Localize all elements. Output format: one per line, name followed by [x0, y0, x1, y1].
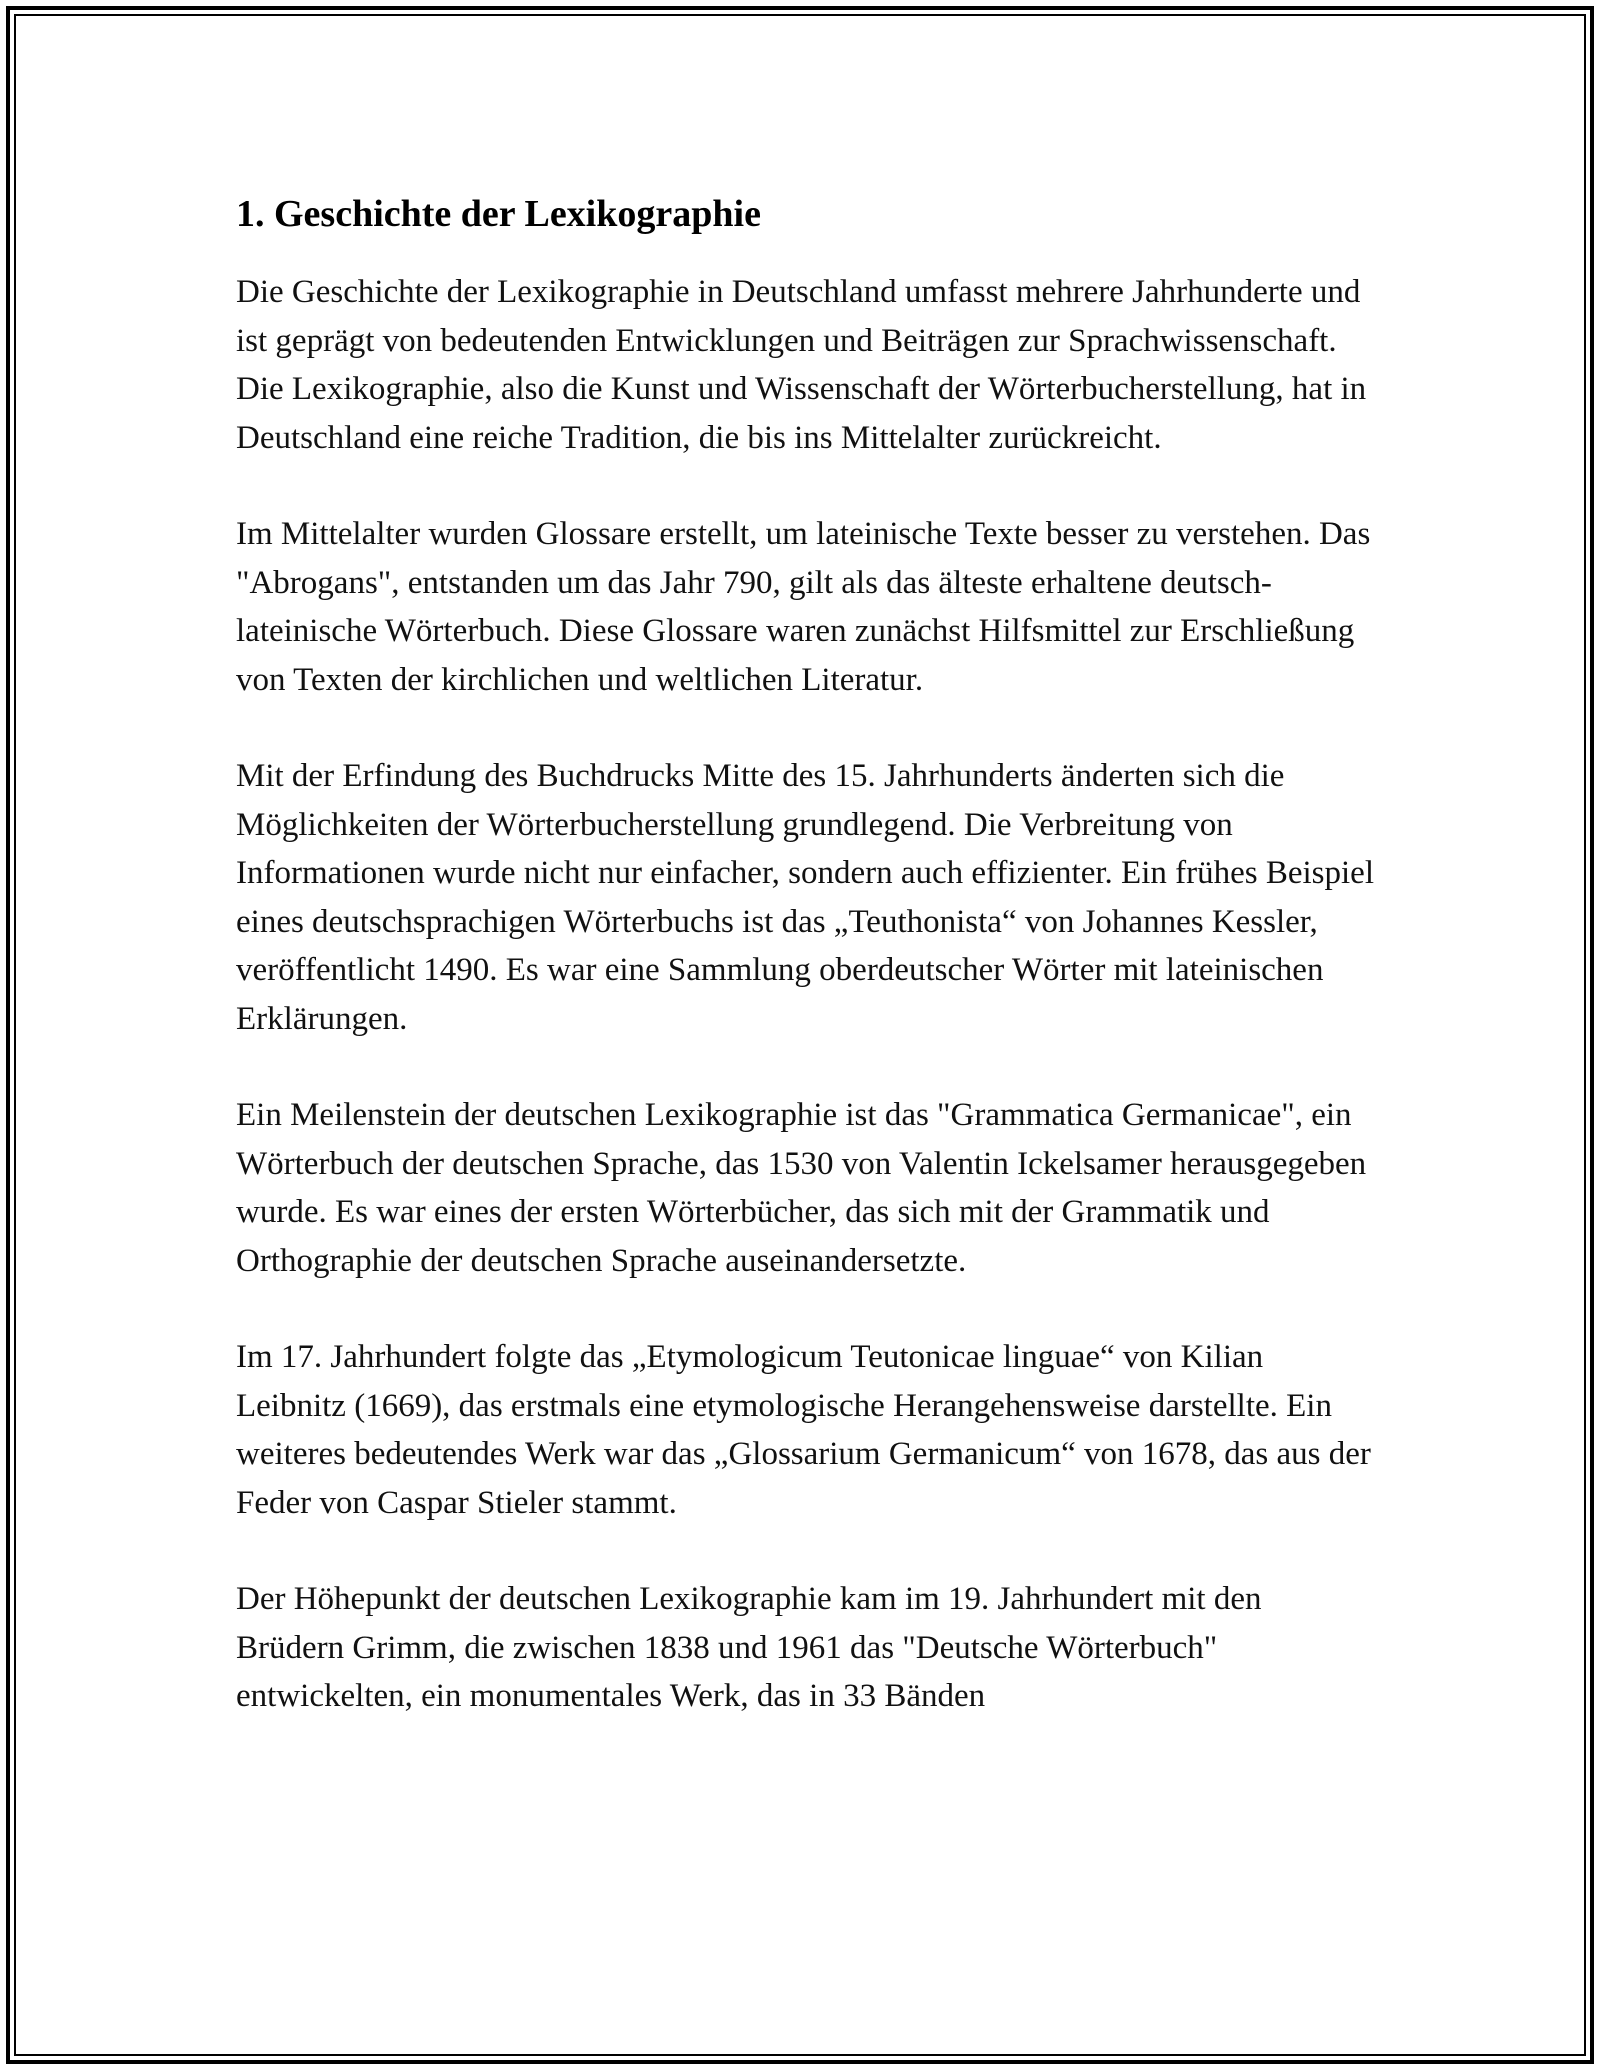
- paragraph-mittelalter: Im Mittelalter wurden Glossare erstellt, um lateinische Texte besser zu verstehen. Das "Abrogans", entstanden um das Jahr 790, gilt als das älteste erhaltene deutsch-lateinische Wörterbuch. Diese Glossare waren zunächst Hilfsmittel zur Erschließung von Texten der kirchlichen und weltlichen Literatur.: [236, 516, 1371, 698]
- paragraph-17-jahrhundert: Im 17. Jahrhundert folgte das „Etymologicum Teutonicae linguae“ von Kilian Leibnitz (1669), das erstmals eine etymologische Herangehensweise darstellte. Ein weiteres bedeutendes Werk war das „Glossarium Germanicum“ von 1678, das aus der Feder von Caspar Stieler stammt.: [236, 1339, 1371, 1521]
- paragraph-intro: Die Geschichte der Lexikographie in Deutschland umfasst mehrere Jahrhunderte und ist geprägt von bedeutenden Entwicklungen und Beiträgen zur Sprachwissenschaft. Die Lexikographie, also die Kunst und Wissenschaft der Wörterbucherstellung, hat in Deutschland eine reiche Tradition, die bis ins Mittelalter zurückreicht.: [236, 274, 1367, 456]
- document-body: [236, 186, 1376, 1721]
- paragraph-grimm: Der Höhepunkt der deutschen Lexikographie kam im 19. Jahrhundert mit den Brüdern Grimm, die zwischen 1838 und 1961 das "Deutsche Wörterbuch" entwickelten, ein monumentales Werk, das in 33 Bänden: [236, 1581, 1262, 1714]
- paragraph-meilenstein: Ein Meilenstein der deutschen Lexikographie ist das "Grammatica Germanicae", ein Wörterbuch der deutschen Sprache, das 1530 von Valentin Ickelsamer herausgegeben wurde. Es war eines der ersten Wörterbücher, das sich mit der Grammatik und Orthographie der deutschen Sprache auseinandersetzte.: [236, 1097, 1367, 1279]
- paragraph-buchdruck: Mit der Erfindung des Buchdrucks Mitte des 15. Jahrhunderts änderten sich die Möglichkeiten der Wörterbucherstellung grundlegend. Die Verbreitung von Informationen wurde nicht nur einfacher, sondern auch effizienter. Ein frühes Beispiel eines deutschsprachigen Wörterbuchs ist das „Teuthonista“ von Johannes Kessler, veröffentlicht 1490. Es war eine Sammlung oberdeutscher Wörter mit lateinischen Erklärungen.: [236, 758, 1374, 1037]
- section-heading: 1. Geschichte der Lexikographie: [236, 193, 761, 235]
